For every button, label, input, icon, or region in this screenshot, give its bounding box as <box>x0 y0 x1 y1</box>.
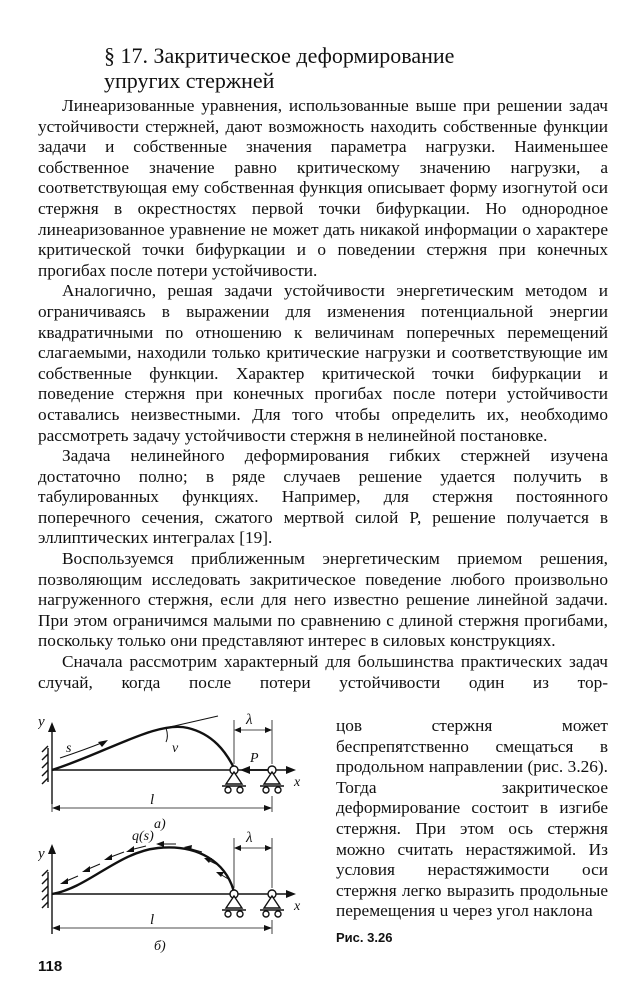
paragraph-5-lead: Сначала рассмотрим характерный для большинства практических задач случай, когда после потери устойчивости один из тор- <box>38 652 608 692</box>
page-number: 118 <box>38 958 63 975</box>
label-q: q(s) <box>132 829 154 844</box>
label-y-b: y <box>38 846 45 862</box>
wrapped-text-beside-figure <box>336 716 608 922</box>
label-s: s <box>66 741 72 756</box>
figure-b <box>42 838 296 934</box>
section-title-line-1: § 17. Закритическое деформирование <box>104 42 455 68</box>
label-lambda-b: λ <box>246 830 253 846</box>
label-x-b: x <box>294 899 301 914</box>
label-sub-b: б) <box>154 939 166 954</box>
label-P: P <box>250 751 259 766</box>
paragraph-5-wrap: цов стержня может беспрепятственно смещаться в продольном направлении (рис. 3.26). Тогда закритическое деформирование состоит в изгибе стержня. При этом ось стержня можно считать нерастяжимой. Из условия нерастяжимости оси стержня легко выразить продольные перемещения u через угол наклона <box>336 716 608 921</box>
figure-drawing <box>38 712 330 962</box>
paragraph-2: Аналогично, решая задачи устойчивости энергетическим методом и ограничиваясь в выражении для изменения потенциальной энергии квадратичными по отношению к величинам поперечных перемещений слагаемыми, находили только критические нагрузки и соответствующие им собственные функции. Характер критической точки бифуркации и поведение стержня при конечных прогибах после потери устойчивости оставались неизвестными. Для того чтобы определить их, необходимо рассмотреть задачу устойчивости стержня в нелинейной постановке. <box>38 281 608 445</box>
section-title <box>104 43 584 93</box>
paragraph-1: Линеаризованные уравнения, использованные выше при решении задач устойчивости стержней, дают возможность находить собственные функции задачи и собственные значения параметра нагрузки. Наименьшее собственное значение равно критическому значению нагрузки, а соответствующая ему собственная функция описывает форму изогнутой оси стержня в окрестностях первой точки бифуркации. Но однородное линеаризованное уравнение не может дать никакой информации о характере критической точки бифуркации и о поведении стержня при конечных прогибах после потери устойчивости. <box>38 96 608 280</box>
body-text <box>38 96 608 693</box>
label-x-a: x <box>294 775 301 790</box>
label-l-b: l <box>150 912 155 928</box>
paragraph-4: Воспользуемся приближенным энергетическим приемом решения, позволяющим исследовать закритическое поведение любого произвольно нагруженного стержня, если для него известно решение линейной задачи. При этом ограничимся малыми по сравнению с длиной стержня прогибами, поскольку только они представляют интерес в силовых конструкциях. <box>38 549 608 651</box>
figure-3-26 <box>38 712 330 962</box>
label-v: v <box>172 741 179 756</box>
bent-rod-b <box>52 847 234 894</box>
label-sub-a: a) <box>154 817 166 832</box>
bent-rod-a <box>52 727 234 770</box>
section-title-line-2: упругих стержней <box>104 67 275 93</box>
figure-caption: Рис. 3.26 <box>336 930 393 945</box>
label-y-a: y <box>38 714 45 730</box>
paragraph-3: Задача нелинейного деформирования гибких стержней изучена достаточно полно; в ряде случаев решение удается получить в табулированных функциях. Например, для стержня постоянного поперечного сечения, сжатого мертвой силой P, решение получается в эллиптических интегралах [19]. <box>38 446 608 548</box>
label-lambda-a: λ <box>246 712 253 728</box>
label-l-a: l <box>150 792 155 808</box>
